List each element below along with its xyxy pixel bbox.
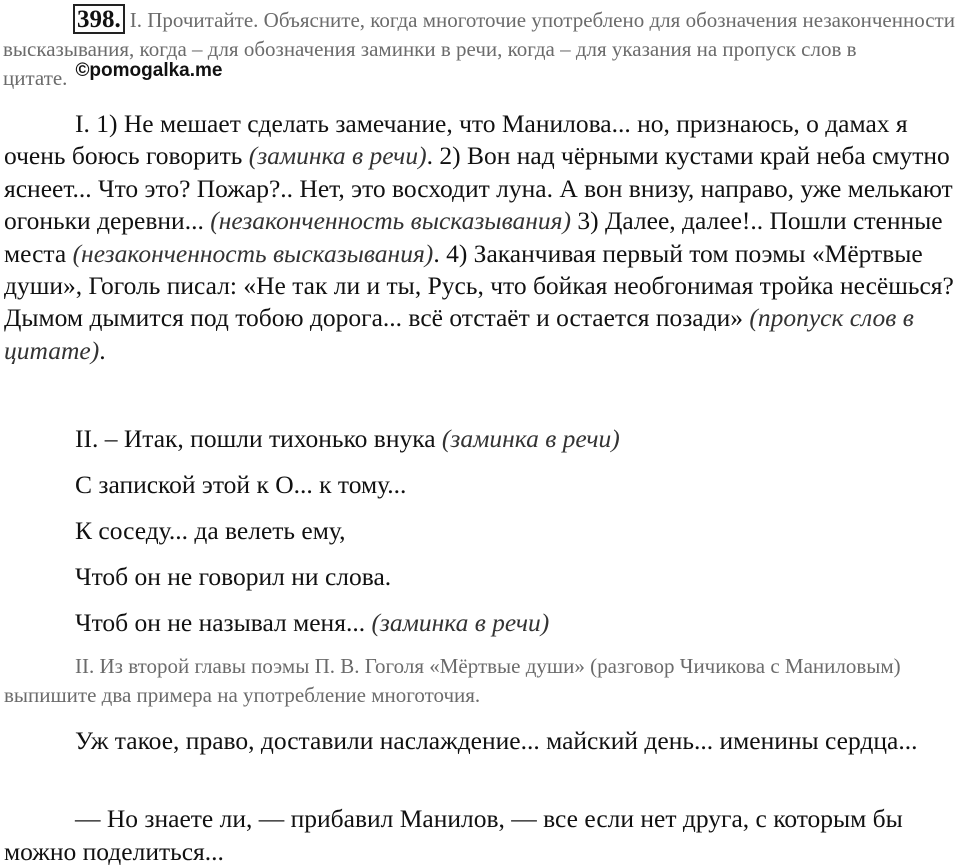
sentence-1: I. 1) Не мешает сделать замечание, что Манилова... но, признаюсь, о дамах я очень боюсь говорить xyxy=(4,109,908,171)
answer-quote-2: — Но знаете ли, — прибавил Манилов, — все если нет друга, с которым бы можно поделиться... xyxy=(4,804,903,866)
sentence-3: 3) Далее, далее!.. Пошли стенные места xyxy=(4,206,943,268)
part-one-paragraph xyxy=(4,108,959,367)
task-two-instruction: II. Из второй главы поэмы П. В. Гоголя «Мёртвые души» (разговор Чичикова с Маниловым) выпишите два примера на употребление многоточия. xyxy=(4,654,901,707)
poem-line-5-note: (заминка в речи) xyxy=(371,608,550,637)
answer-quote-1: Уж такое, право, доставили наслаждение... майский день... именины сердца... xyxy=(75,726,918,755)
poem-line-3: К соседу... да велеть ему, xyxy=(75,516,346,545)
poem-line-4: Чтоб он не говорил ни слова. xyxy=(75,562,392,591)
exercise-number: 398. xyxy=(73,4,125,34)
sentence-2: . 2) Вон над чёрными кустами край неба смутно яснеет... Что это? Пожар?.. Нет, это восходит луна. А вон внизу, направо, уже мелькают огоньки деревни... xyxy=(4,141,953,236)
sentence-4: . 4) Заканчивая первый том поэмы «Мёртвые души», Гоголь писал: «Не так ли и ты, Русь, что бойкая необгонимая тройка несёшься? Дымом дымится под тобою дорога... всё отстаёт и остается позади» xyxy=(4,238,954,333)
task-header xyxy=(3,4,958,94)
poem-line-1 xyxy=(75,424,620,454)
sentence-5: . xyxy=(99,335,106,365)
note-1: (заминка в речи) xyxy=(248,141,427,171)
note-2: (незаконченность высказывания) xyxy=(210,206,571,236)
note-4: (пропуск слов в цитате) xyxy=(4,303,914,365)
poem-line-5 xyxy=(75,608,549,638)
poem-line-5-text: Чтоб он не называл меня... xyxy=(75,608,372,637)
poem-line-1-text: II. – Итак, пошли тихонько внука xyxy=(75,424,442,453)
poem-line-1-note: (заминка в речи) xyxy=(441,424,620,453)
note-3: (незаконченность высказывания) xyxy=(72,238,434,268)
watermark: ©pomogalka.me xyxy=(75,60,223,81)
poem-line-2: С запиской этой к О... к тому... xyxy=(75,470,407,499)
task-instruction: I. Прочитайте. Объясните, когда многоточие употреблено для обозначения незаконченности высказывания, когда – для обозначения заминки в речи, когда – для указания на пропуск слов в цитате. xyxy=(3,8,955,90)
